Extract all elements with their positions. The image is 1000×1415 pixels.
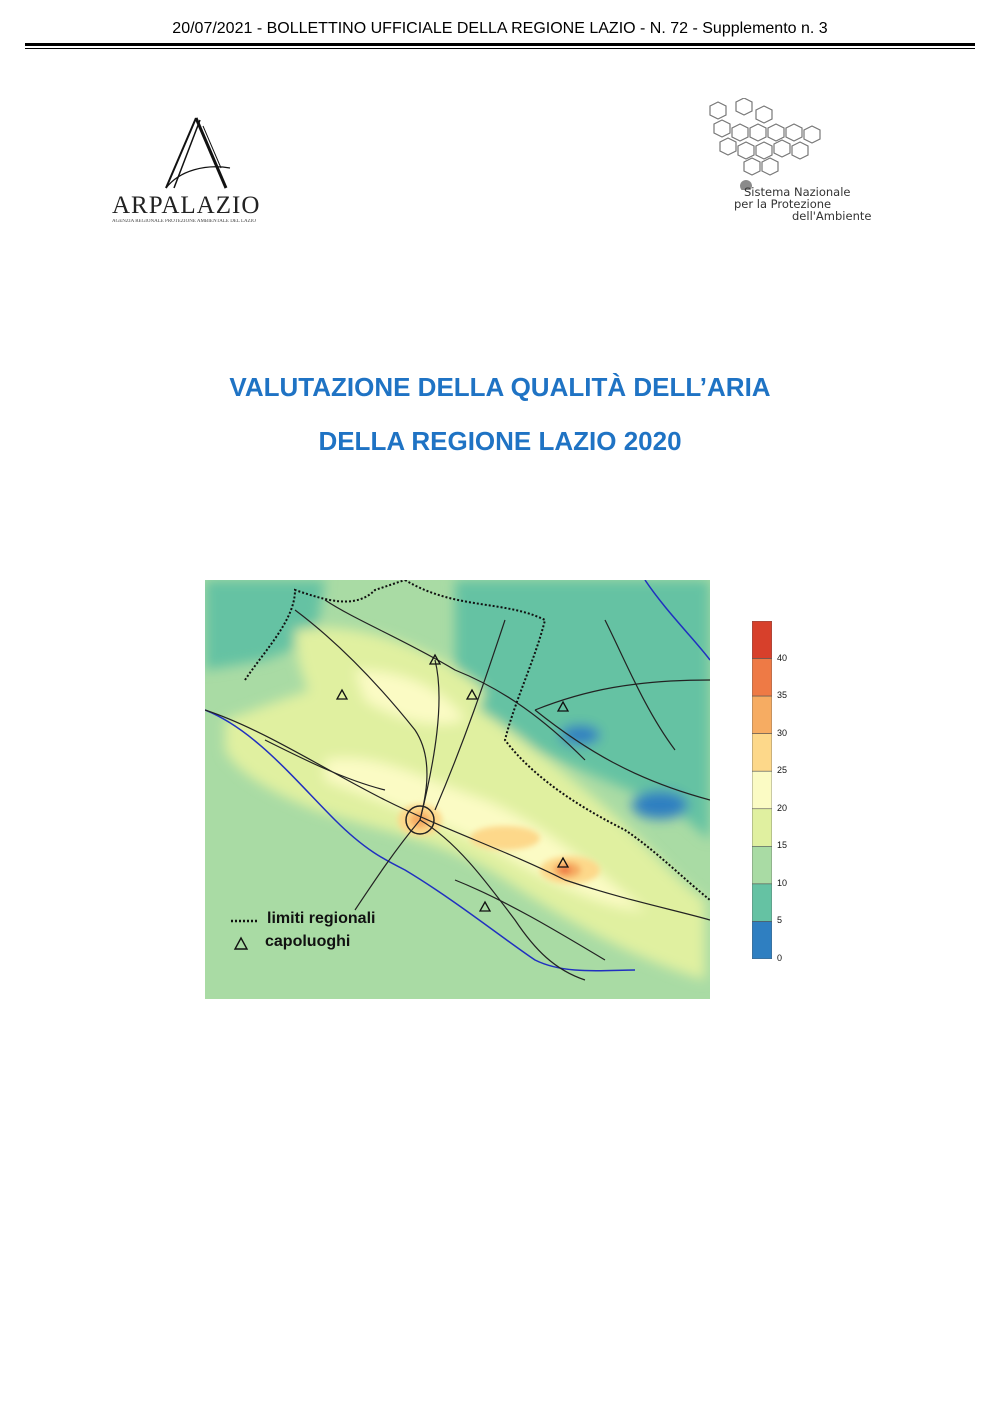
colorbar-tick-label: 20 [777,802,788,813]
colorbar-segment [752,809,772,847]
colorbar-segment [752,659,772,697]
colorbar-tick-label: 5 [777,915,783,926]
snpa-line-3: dell'Ambiente [792,209,872,223]
document-title-line-1: VALUTAZIONE DELLA QUALITÀ DELL’ARIA [229,372,771,402]
header-rule-thin [25,48,975,49]
colorbar-tick-label: 35 [777,690,788,701]
header-rule [25,43,975,46]
snpa-line-2: per la Protezione [734,197,832,211]
snpa-hexagon-cluster-icon [700,98,900,190]
colorbar-tick-label: 30 [777,727,788,738]
legend-regional-limits: limiti regionali [267,910,376,927]
colorbar-segment [752,771,772,809]
legend-capitals: capoluoghi [265,933,351,950]
snpa-logo [700,98,900,233]
colorbar-segment [752,884,772,922]
bulletin-header: 20/07/2021 - BOLLETTINO UFFICIALE DELLA REGIONE LAZIO - N. 72 - Supplemento n. 3 [172,20,828,37]
colorbar-segment [752,846,772,884]
arpa-wordmark: ARPALAZIO [112,192,261,219]
arpa-subline: AGENZIA REGIONALE PROTEZIONE AMBIENTALE DEL LAZIO [112,219,256,224]
colorbar-segment [752,734,772,772]
colorbar-segment [752,696,772,734]
colorbar-tick-label: 15 [777,840,788,851]
arpa-lazio-logo [108,112,278,232]
colorbar-tick-label: 40 [777,652,788,663]
colorbar-segment [752,621,772,659]
arpa-lambda-icon [108,112,278,192]
colorbar-segment [752,921,772,959]
document-title-line-2: DELLA REGIONE LAZIO 2020 [318,426,682,456]
concentration-colorbar [752,621,772,959]
colorbar-tick-label: 0 [777,953,783,963]
colorbar-tick-label: 25 [777,765,788,776]
snpa-line-1: Sistema Nazionale [744,185,851,199]
colorbar-tick-label: 10 [777,877,788,888]
